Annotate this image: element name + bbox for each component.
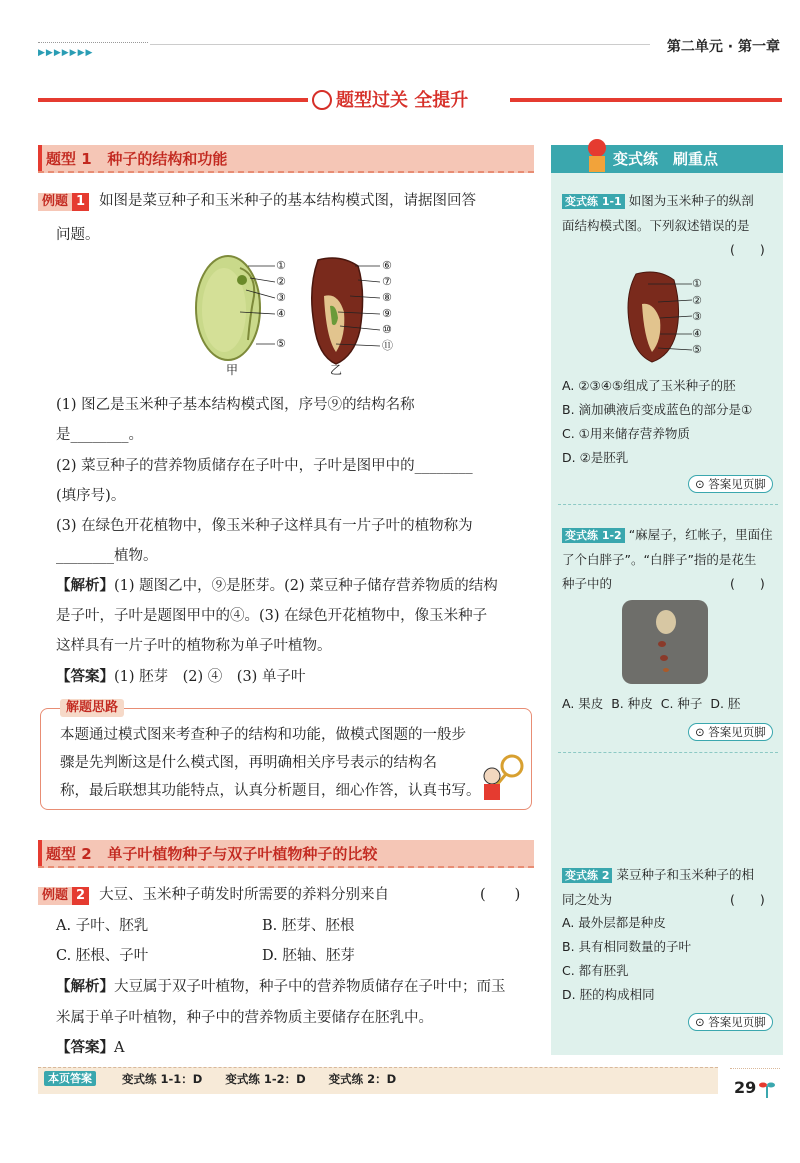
side-option-b: B. 滴加碘液后变成蓝色的部分是① — [562, 402, 753, 417]
option-b: B. 胚芽、胚根 — [262, 918, 355, 934]
bean-mark-5: ⑤ — [276, 337, 286, 350]
think-tag: 解题思路 — [60, 699, 124, 717]
header-dotted-line — [38, 42, 148, 47]
analysis-text: 大豆属于双子叶植物，种子中的营养物质储存在子叶中；而玉 — [114, 979, 506, 995]
section-title: 种子的结构和功能 — [107, 150, 228, 168]
option-d: D. 胚轴、胚芽 — [262, 948, 355, 964]
footer-tag: 本页答案 — [44, 1071, 96, 1086]
corn-marks — [382, 258, 393, 354]
side-option-c: C. 都有胚乳 — [562, 963, 629, 978]
bean-mark-1: ① — [276, 259, 286, 272]
magnifier-mascot-icon — [476, 752, 526, 806]
side-ex1-2-line1 — [562, 526, 773, 544]
analysis-label: 【解析】 — [56, 978, 114, 995]
corn-mark-8: ⑧ — [382, 291, 392, 304]
think-text-3: 称，最后联想其功能特点，认真分析题目，细心作答，认真书写。 — [60, 783, 481, 799]
section-title: 单子叶植物种子与双子叶植物种子的比较 — [107, 845, 378, 863]
side-option-c: C. ①用来储存营养物质 — [562, 426, 690, 441]
side-paren: ( ) — [730, 892, 765, 907]
corn-mark-10: ⑩ — [382, 323, 392, 336]
side-tag: 变式练 1-2 — [562, 528, 625, 543]
side-mark-5: ⑤ — [692, 343, 702, 356]
side-leader-lines — [648, 282, 694, 354]
side-tag: 变式练 2 — [562, 868, 612, 883]
banner-rule-right — [510, 98, 782, 102]
side-options-row — [562, 695, 740, 713]
analysis-text: (1) 题图乙中，⑨是胚芽。(2) 菜豆种子储存营养物质的结构 — [114, 578, 498, 594]
option-c: C. 胚根、子叶 — [56, 948, 149, 964]
peanut-photo — [622, 600, 708, 684]
part2-text: (2) 菜豆种子的营养物质储存在子叶中，子叶是图甲中的________ — [56, 458, 473, 474]
side-option-d: D. ②是胚乳 — [562, 450, 629, 465]
banner-text: 题型过关 全提升 — [336, 90, 469, 111]
section-label: 题型 2 — [46, 845, 92, 863]
side-tag: 变式练 1-1 — [562, 194, 625, 209]
side-mark-3: ③ — [692, 310, 702, 323]
part1-text-cont: 是________。 — [56, 427, 143, 443]
side-divider — [558, 504, 778, 505]
corn-mark-11: ⑪ — [382, 339, 393, 352]
side-text: “麻屋子，红帐子，里面住 — [628, 527, 773, 542]
answer-link-text: 答案见页脚 — [708, 725, 766, 739]
header-arrows: ▶▶▶▶▶▶▶ — [38, 48, 94, 58]
question-text-cont: 问题。 — [56, 227, 100, 243]
side-option-a: A. ②③④⑤组成了玉米种子的胚 — [562, 378, 736, 393]
section-label: 题型 1 — [46, 150, 92, 168]
corn-mark-7: ⑦ — [382, 275, 392, 288]
question-text: 大豆、玉米种子萌发时所需要的养料分别来自 — [99, 887, 390, 903]
analysis-1 — [56, 576, 498, 596]
answer-1 — [56, 667, 305, 687]
corn-mark-9: ⑨ — [382, 307, 392, 320]
corn-seed-diagram — [312, 258, 380, 364]
side-header: 变式练 刷重点 — [551, 145, 783, 173]
analysis-text-3: 这样具有一片子叶的植物称为单子叶植物。 — [56, 638, 332, 654]
answer-2 — [56, 1038, 124, 1058]
side-ex2-line2: 同之处为 — [562, 892, 613, 907]
side-ex1-2-line3: 种子中的 — [562, 576, 613, 591]
side-paren: ( ) — [730, 242, 765, 257]
example-number: 2 — [72, 887, 89, 905]
banner-title — [312, 86, 468, 112]
answer-paren: ( ) — [480, 887, 521, 903]
side-option-d: D. 胚 — [710, 696, 741, 711]
page-number: 29 — [734, 1078, 757, 1097]
bean-marks — [276, 258, 286, 352]
part2-text-cont: (填序号)。 — [56, 488, 126, 504]
answer-text: (1) 胚芽 (2) ④ (3) 单子叶 — [114, 669, 306, 685]
answer-label: 【答案】 — [56, 668, 114, 685]
banner-rule-left — [38, 98, 308, 102]
question-text: 如图是菜豆种子和玉米种子的基本结构模式图，请据图回答 — [99, 193, 477, 209]
seed-figure — [190, 252, 410, 374]
think-text-1: 本题通过模式图来考查种子的结构和功能，做模式图题的一般步 — [60, 727, 466, 743]
side-option-c: C. 种子 — [660, 696, 703, 711]
corn-mark-6: ⑥ — [382, 259, 392, 272]
answer-link-text: 答案见页脚 — [708, 1015, 766, 1029]
section-header-2 — [38, 840, 534, 868]
side-option-b: B. 具有相同数量的子叶 — [562, 939, 692, 954]
example-number: 1 — [72, 193, 89, 211]
footer-answers: 变式练 1-1：D 变式练 1-2：D 变式练 2：D — [122, 1072, 397, 1086]
side-divider — [558, 752, 778, 753]
side-ex1-1-line2: 面结构模式图。下列叙述错误的是 — [562, 218, 750, 233]
side-option-d: D. 胚的构成相同 — [562, 987, 655, 1002]
analysis-text-2b: 米属于单子叶植物，种子中的营养物质主要储存在胚乳中。 — [56, 1010, 433, 1026]
side-option-b: B. 种皮 — [611, 696, 653, 711]
sprout-icon — [758, 1078, 776, 1098]
answer-link[interactable]: ⊙ 答案见页脚 — [688, 1013, 773, 1031]
header-rule — [150, 44, 650, 45]
corner-dotted-line — [730, 1068, 780, 1069]
side-option-a: A. 果皮 — [562, 696, 604, 711]
target-icon — [312, 90, 332, 110]
part3-text: (3) 在绿色开花植物中，像玉米种子这样具有一片子叶的植物称为 — [56, 518, 473, 534]
bean-seed-diagram — [196, 256, 275, 360]
section-header-1 — [38, 145, 534, 173]
side-text: 菜豆种子和玉米种子的相 — [616, 867, 754, 882]
example2-question — [38, 885, 389, 905]
side-mark-4: ④ — [692, 326, 702, 340]
think-text-2: 骤是先判断这是什么模式图，再明确相关序号表示的结构名 — [60, 755, 437, 771]
analysis-label: 【解析】 — [56, 577, 114, 594]
bean-figure-label: 甲 — [226, 363, 239, 377]
corn-figure-label: 乙 — [330, 363, 343, 377]
side-ex1-1-line1 — [562, 192, 754, 210]
answer-link[interactable]: ⊙ 答案见页脚 — [688, 723, 773, 741]
mascot-icon — [582, 136, 612, 176]
side-ex2-line1 — [562, 866, 754, 884]
bean-mark-2: ② — [276, 275, 286, 288]
answer-label: 【答案】 — [56, 1039, 114, 1056]
example-tag: 例题 — [38, 193, 72, 211]
side-mark-1: ① — [692, 277, 702, 290]
answer-text: A — [114, 1040, 125, 1056]
side-option-a: A. 最外层都是种皮 — [562, 915, 666, 930]
analysis-2 — [56, 977, 506, 997]
part1-text: (1) 图乙是玉米种子基本结构模式图，序号⑨的结构名称 — [56, 397, 415, 413]
analysis-text-2: 是子叶，子叶是题图甲中的④。(3) 在绿色开花植物中，像玉米种子 — [56, 608, 488, 624]
bean-mark-3: ③ — [276, 291, 286, 304]
side-ex1-2-line2: 了个白胖子”。“白胖子”指的是花生 — [562, 552, 757, 567]
bean-mark-4: ④ — [276, 307, 286, 320]
side-text: 如图为玉米种子的纵剖 — [628, 193, 754, 208]
example1-question — [38, 191, 476, 211]
example-tag: 例题 — [38, 887, 72, 905]
option-a: A. 子叶、胚乳 — [56, 918, 149, 934]
side-paren: ( ) — [730, 576, 765, 591]
side-mark-2: ② — [692, 293, 702, 307]
chapter-title: 第二单元 · 第一章 — [666, 39, 780, 55]
part3-text-cont: ________植物。 — [56, 548, 158, 564]
answer-link-text: 答案见页脚 — [708, 477, 766, 491]
answer-link[interactable]: ⊙ 答案见页脚 — [688, 475, 773, 493]
